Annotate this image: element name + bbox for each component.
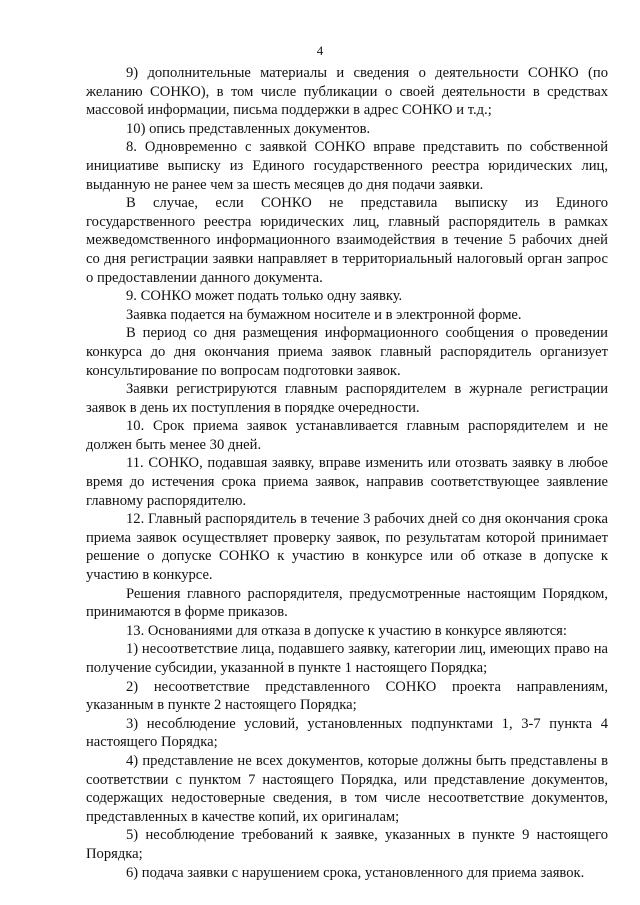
paragraph: 1) несоответствие лица, подавшего заявку, категории лиц, имеющих право на получение субсидии, указанной в пункте 1 настоящего Порядка; [86,641,608,676]
paragraph: 10) опись представленных документов. [126,120,371,137]
paragraph: В период со дня размещения информационного сообщения о проведении конкурса до дня окончания приема заявок главный распорядитель организует консультирование по вопросам подготовки заявок. [86,325,608,379]
paragraph: 13. Основаниями для отказа в допуске к участию в конкурсе являются: [126,622,567,639]
paragraph: Заявки регистрируются главным распорядителем в журнале регистрации заявок в день их поступления в порядке очередности. [86,381,608,416]
paragraph: 6) подача заявки с нарушением срока, установленного для приема заявок. [126,864,585,881]
paragraph: 10. Срок приема заявок устанавливается главным распорядителем и не должен быть менее 30 дней. [86,418,608,453]
paragraph: 9) дополнительные материалы и сведения о деятельности СОНКО (по желанию СОНКО), в том числе публикации о своей деятельности в средствах массовой информации, письма поддержки в адрес СОНКО и т.д.; [86,65,608,119]
paragraph: 12. Главный распорядитель в течение 3 рабочих дней со дня окончания срока приема заявок осуществляет проверку заявок, по результатам которой принимает решение о допуске СОНКО к участию в конкурсе или об отказе в допуске к участию в конкурсе. [86,511,608,584]
paragraph: 11. СОНКО, подавшая заявку, вправе изменить или отозвать заявку в любое время до истечения срока приема заявок, направив соответствующее заявление главному распорядителю. [86,455,608,509]
page-number: 4 [316,43,324,58]
paragraph: 8. Одновременно с заявкой СОНКО вправе представить по собственной инициативе выписку из Единого государственного реестра юридических лиц, выданную не ранее чем за шесть месяцев до дня подачи заявки. [86,139,608,193]
paragraph: 3) несоблюдение условий, установленных подпунктами 1, 3-7 пункта 4 настоящего Порядка; [86,715,608,751]
paragraph: 4) представление не всех документов, которые должны быть представлены в соответствии с пунктом 7 настоящего Порядка, или представление документов, содержащих недостоверные сведения, в том числе несоответствие документов, представленных в качестве копий, их оригиналам; [86,752,608,825]
paragraph: Решения главного распорядителя, предусмотренные настоящим Порядком, принимаются в форме приказов. [86,585,608,621]
paragraph: Заявка подается на бумажном носителе и в электронной форме. [126,306,522,323]
document-body [86,64,608,882]
paragraph: 2) несоответствие представленного СОНКО проекта направлениям, указанным в пункте 2 настоящего Порядка; [86,678,608,714]
paragraph: В случае, если СОНКО не представила выписку из Единого государственного реестра юридических лиц, главный распорядитель в рамках межведомственного информационного взаимодействия в течение 5 рабочих дней со дня регистрации заявки направляет в территориальный налоговый орган запрос о предоставлении данного документа. [86,195,608,286]
paragraph: 9. СОНКО может подать только одну заявку. [126,288,403,305]
paragraph: 5) несоблюдение требований к заявке, указанных в пункте 9 настоящего Порядка; [86,827,608,862]
